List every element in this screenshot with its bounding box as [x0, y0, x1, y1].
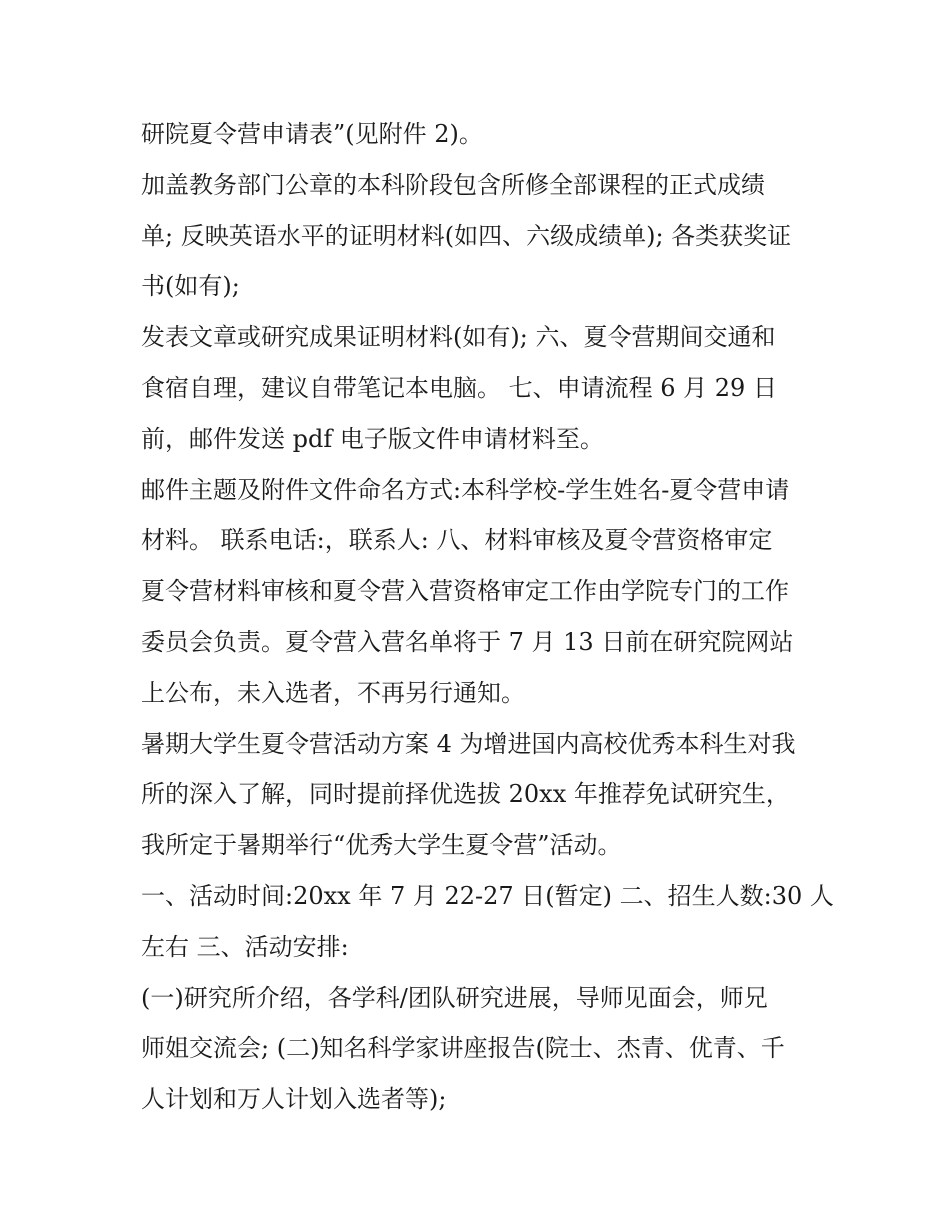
text-line: 书(如有);: [141, 272, 240, 301]
text-line: 暑期大学生夏令营活动方案 4 为增进国内高校优秀本科生对我: [141, 729, 796, 758]
text-line: 前，邮件发送 pdf 电子版文件申请材料至。: [141, 424, 604, 453]
text-line: 夏令营材料审核和夏令营入营资格审定工作由学院专门的工作: [141, 577, 789, 606]
text-line: 邮件主题及附件文件命名方式:本科学校-学生姓名-夏令营申请: [141, 475, 790, 504]
text-line: 单; 反映英语水平的证明材料(如四、六级成绩单); 各类获奖证: [141, 221, 792, 250]
text-line: 材料。 联系电话:，联系人: 八、材料审核及夏令营资格审定: [141, 526, 773, 555]
text-line: 所的深入了解，同时提前择优选拔 20xx 年推荐免试研究生，: [141, 780, 790, 809]
text-line: 左右 三、活动安排:: [141, 932, 349, 961]
text-line: 食宿自理，建议自带笔记本电脑。 七、申请流程 6 月 29 日: [141, 373, 777, 402]
document-body: [141, 109, 834, 1125]
text-line: 师姐交流会; (二)知名科学家讲座报告(院士、杰青、优青、千: [141, 1034, 785, 1063]
text-line: (一)研究所介绍，各学科/团队研究进展，导师见面会，师兄: [141, 983, 768, 1012]
text-line: 研院夏令营申请表”(见附件 2)。: [141, 120, 483, 148]
text-line: 委员会负责。夏令营入营名单将于 7 月 13 日前在研究院网站: [141, 627, 794, 656]
text-line: 一、活动时间:20xx 年 7 月 22-27 日(暂定) 二、招生人数:30 人: [141, 881, 834, 910]
text-line: 人计划和万人计划入选者等);: [141, 1085, 447, 1114]
text-line: 加盖教务部门公章的本科阶段包含所修全部课程的正式成绩: [141, 170, 765, 199]
text-line: 我所定于暑期举行“优秀大学生夏令营”活动。: [141, 831, 622, 860]
text-line: 上公布，未入选者，不再另行通知。: [141, 678, 525, 707]
text-line: 发表文章或研究成果证明材料(如有); 六、夏令营期间交通和: [141, 323, 776, 352]
